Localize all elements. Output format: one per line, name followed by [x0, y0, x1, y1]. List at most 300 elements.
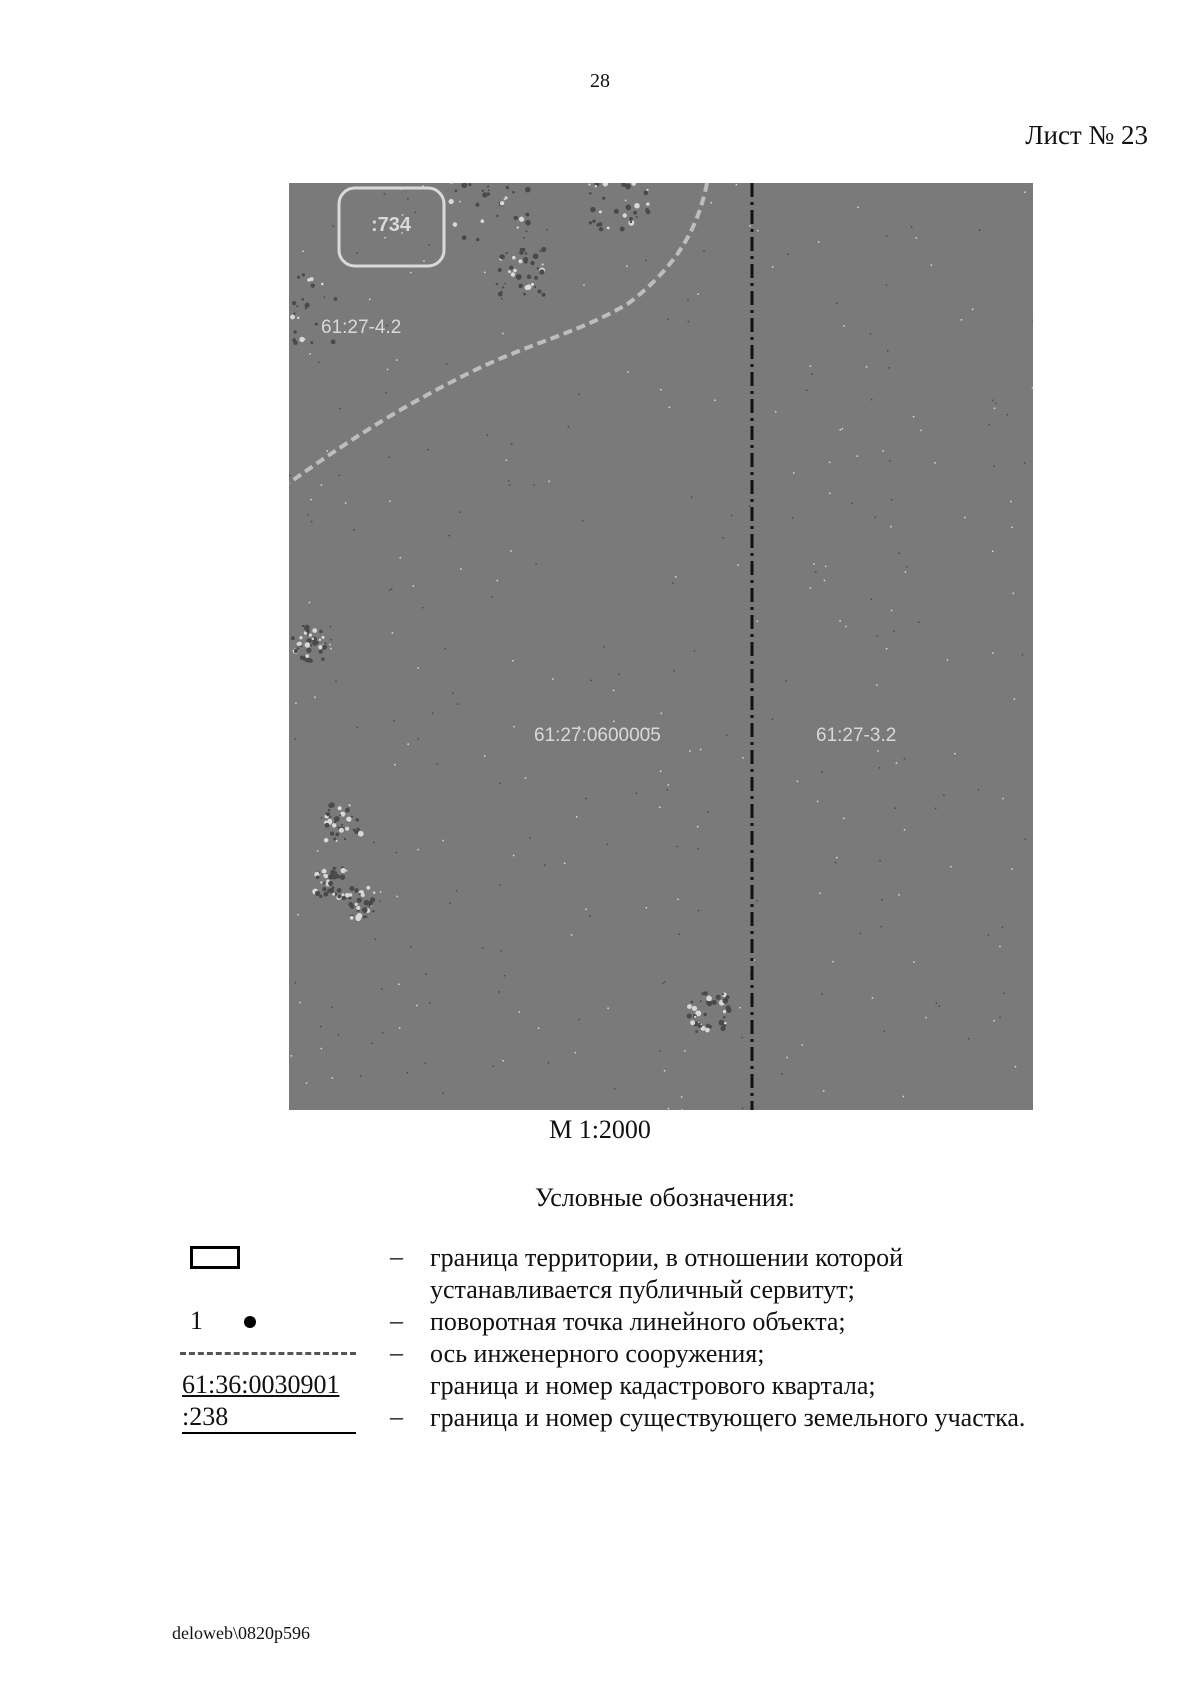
texture-speck: [326, 812, 330, 816]
texture-speck: [961, 319, 963, 321]
texture-speck: [636, 216, 638, 218]
texture-speck: [568, 426, 570, 428]
texture-speck: [825, 566, 827, 568]
texture-speck: [877, 750, 879, 752]
texture-speck: [772, 719, 774, 721]
texture-speck: [916, 237, 918, 239]
texture-speck: [356, 913, 362, 919]
legend-text: [430, 1242, 1130, 1306]
texture-speck: [357, 898, 361, 902]
texture-speck: [491, 596, 493, 598]
texture-speck: [308, 658, 313, 663]
texture-speck: [355, 818, 359, 822]
texture-speck: [353, 829, 356, 832]
texture-speck: [578, 1019, 580, 1021]
texture-speck: [330, 626, 332, 628]
texture-speck: [339, 828, 344, 833]
texture-speck: [536, 267, 538, 269]
page-number: 28: [590, 70, 610, 92]
texture-speck: [450, 902, 452, 904]
texture-speck: [607, 844, 609, 846]
texture-speck: [339, 408, 341, 410]
texture-speck: [627, 371, 629, 373]
texture-speck: [396, 896, 398, 898]
texture-speck: [307, 278, 311, 282]
texture-speck: [373, 891, 375, 893]
texture-speck: [564, 863, 566, 865]
texture-speck: [707, 811, 709, 813]
texture-speck: [582, 520, 584, 522]
texture-speck: [947, 659, 949, 661]
texture-speck: [876, 635, 878, 637]
texture-speck: [499, 782, 501, 784]
texture-speck: [872, 997, 874, 999]
texture-speck: [448, 535, 450, 537]
texture-speck: [501, 298, 503, 300]
texture-speck: [993, 466, 995, 468]
texture-speck: [310, 341, 313, 344]
texture-speck: [822, 993, 824, 995]
texture-speck: [817, 801, 819, 803]
texture-speck: [321, 636, 324, 639]
texture-speck: [320, 881, 322, 883]
texture-speck: [681, 1096, 683, 1098]
texture-speck: [697, 1023, 702, 1028]
legend-dash: –: [390, 1242, 403, 1271]
texture-speck: [684, 1050, 686, 1052]
texture-speck: [546, 229, 548, 231]
texture-speck: [876, 684, 878, 686]
texture-speck: [487, 434, 489, 436]
texture-speck: [357, 727, 359, 729]
texture-speck: [618, 673, 620, 675]
texture-speck: [646, 202, 649, 205]
texture-speck: [396, 852, 398, 854]
texture-speck: [302, 250, 304, 252]
sheet-label: Лист № 23: [1025, 120, 1148, 150]
texture-speck: [843, 818, 845, 820]
legend-symbol-parcel: [180, 1402, 360, 1434]
texture-speck: [356, 827, 359, 830]
texture-speck: [318, 362, 320, 364]
texture-speck: [358, 831, 364, 837]
texture-speck: [342, 893, 345, 896]
texture-speck: [886, 235, 888, 237]
texture-speck: [691, 1001, 694, 1004]
texture-speck: [677, 846, 679, 848]
texture-speck: [1013, 593, 1015, 595]
texture-speck: [879, 860, 881, 862]
texture-speck: [950, 866, 952, 868]
texture-speck: [328, 809, 331, 812]
texture-speck: [925, 1017, 927, 1019]
texture-speck: [749, 505, 751, 507]
texture-speck: [509, 266, 513, 270]
texture-speck: [918, 622, 920, 624]
texture-speck: [310, 499, 312, 501]
texture-speck: [697, 826, 699, 828]
texture-speck: [891, 499, 893, 501]
texture-speck: [737, 564, 739, 566]
texture-speck: [302, 273, 305, 276]
texture-speck: [896, 762, 898, 764]
texture-speck: [839, 620, 841, 622]
texture-speck: [525, 220, 531, 226]
texture-speck: [356, 252, 358, 254]
texture-speck: [299, 636, 302, 639]
texture-speck: [806, 390, 808, 392]
legend-symbol-point: [180, 1306, 360, 1338]
parcel-734-label: :734: [371, 214, 412, 236]
texture-speck: [324, 642, 326, 644]
texture-speck: [590, 680, 592, 682]
texture-speck: [362, 891, 364, 893]
texture-speck: [482, 947, 484, 949]
texture-speck: [333, 838, 336, 841]
texture-speck: [521, 248, 525, 252]
texture-speck: [727, 1010, 729, 1012]
texture-speck: [305, 642, 311, 648]
texture-speck: [293, 341, 297, 345]
texture-speck: [832, 961, 834, 963]
texture-speck: [487, 192, 490, 195]
texture-speck: [687, 1014, 692, 1019]
texture-speck: [516, 274, 522, 280]
texture-speck: [599, 227, 603, 231]
texture-speck: [335, 874, 340, 879]
texture-speck: [369, 905, 371, 907]
texture-speck: [504, 199, 506, 201]
texture-speck: [306, 648, 311, 653]
texture-speck: [385, 392, 387, 394]
texture-speck: [502, 333, 504, 335]
texture-speck: [881, 926, 883, 928]
texture-speck: [531, 283, 534, 286]
texture-speck: [324, 838, 328, 842]
texture-speck: [337, 827, 339, 829]
texture-speck: [703, 250, 705, 252]
texture-speck: [667, 319, 669, 321]
texture-speck: [305, 303, 310, 308]
texture-speck: [613, 690, 615, 692]
texture-speck: [362, 916, 364, 918]
texture-speck: [332, 893, 335, 896]
texture-speck: [964, 517, 966, 519]
texture-speck: [492, 1065, 494, 1067]
texture-speck: [500, 950, 502, 952]
texture-speck: [423, 260, 425, 262]
texture-speck: [786, 680, 788, 682]
texture-speck: [793, 472, 795, 474]
texture-speck: [626, 266, 628, 268]
texture-speck: [324, 874, 328, 878]
texture-speck: [697, 293, 699, 295]
texture-speck: [1025, 839, 1027, 841]
texture-speck: [525, 285, 530, 290]
texture-speck: [906, 566, 908, 568]
texture-speck: [353, 529, 355, 531]
texture-speck: [723, 1016, 726, 1019]
texture-speck: [879, 767, 881, 769]
texture-speck: [552, 678, 554, 680]
texture-speck: [497, 580, 499, 582]
texture-speck: [427, 449, 429, 451]
texture-speck: [305, 654, 309, 658]
texture-speck: [502, 1060, 504, 1062]
texture-speck: [739, 1007, 741, 1009]
texture-speck: [488, 190, 490, 192]
texture-speck: [316, 641, 319, 644]
texture-speck: [294, 649, 298, 653]
texture-speck: [322, 887, 326, 891]
texture-speck: [332, 1077, 334, 1079]
texture-speck: [701, 1023, 703, 1024]
texture-speck: [298, 642, 302, 646]
texture-speck: [629, 217, 633, 221]
texture-speck: [742, 757, 744, 759]
map-scale: М 1:2000: [549, 1115, 651, 1144]
texture-speck: [330, 639, 332, 641]
texture-speck: [613, 721, 615, 723]
texture-speck: [979, 229, 981, 231]
texture-speck: [870, 333, 872, 335]
texture-speck: [407, 198, 409, 200]
texture-speck: [548, 1062, 550, 1064]
texture-speck: [742, 1037, 744, 1039]
texture-speck: [321, 484, 323, 486]
texture-speck: [829, 462, 831, 464]
texture-speck: [299, 337, 304, 342]
texture-speck: [585, 909, 587, 911]
texture-speck: [523, 257, 528, 262]
texture-speck: [506, 186, 509, 189]
map-image: [289, 183, 1033, 1110]
texture-speck: [330, 832, 334, 836]
texture-speck: [630, 221, 632, 223]
texture-speck: [329, 816, 331, 818]
texture-speck: [607, 227, 610, 230]
texture-speck: [703, 1013, 706, 1016]
texture-speck: [688, 321, 690, 323]
texture-speck: [460, 568, 462, 570]
texture-speck: [346, 817, 351, 822]
legend-text: граница и номер кадастрового квартала;: [430, 1371, 876, 1400]
texture-speck: [823, 1090, 825, 1092]
texture-speck: [508, 480, 510, 482]
texture-speck: [525, 777, 527, 779]
legend: [180, 1242, 1140, 1434]
texture-speck: [722, 993, 724, 995]
texture-speck: [589, 221, 592, 224]
texture-speck: [645, 260, 647, 262]
texture-speck: [496, 283, 498, 285]
texture-speck: [607, 1008, 609, 1010]
texture-speck: [575, 1052, 577, 1054]
texture-speck: [339, 814, 341, 816]
texture-speck: [511, 272, 515, 276]
texture-speck: [911, 226, 913, 228]
texture-speck: [534, 484, 536, 486]
texture-speck: [857, 455, 859, 457]
texture-speck: [775, 411, 777, 413]
texture-speck: [332, 823, 336, 827]
texture-speck: [341, 824, 343, 826]
cadastral-quarter-label: 61:27:0600005: [534, 725, 661, 746]
texture-speck: [449, 199, 454, 204]
texture-speck: [384, 237, 386, 239]
texture-speck: [542, 263, 544, 265]
texture-speck: [350, 916, 354, 920]
texture-speck: [509, 484, 511, 486]
texture-speck: [372, 910, 374, 912]
texture-speck: [857, 207, 859, 209]
texture-speck: [603, 646, 605, 648]
texture-speck: [992, 550, 994, 552]
texture-speck: [291, 1055, 293, 1057]
texture-speck: [614, 1088, 616, 1090]
texture-speck: [289, 475, 291, 477]
texture-speck: [381, 988, 383, 990]
texture-speck: [499, 254, 504, 259]
texture-speck: [687, 1004, 692, 1009]
texture-speck: [934, 462, 936, 464]
texture-speck: [311, 284, 315, 288]
texture-speck: [756, 900, 758, 902]
texture-speck: [410, 272, 412, 274]
texture-speck: [417, 849, 419, 851]
texture-speck: [425, 1062, 427, 1064]
texture-speck: [887, 350, 889, 352]
texture-speck: [399, 1027, 401, 1029]
texture-speck: [726, 735, 728, 737]
texture-speck: [296, 305, 298, 307]
texture-speck: [459, 511, 461, 512]
texture-speck: [668, 1108, 670, 1110]
texture-speck: [589, 192, 592, 195]
texture-speck: [396, 359, 398, 361]
texture-speck: [314, 696, 316, 698]
texture-speck: [337, 895, 341, 899]
texture-speck: [387, 369, 389, 371]
texture-speck: [297, 914, 299, 916]
texture-speck: [380, 891, 382, 893]
texture-speck: [749, 225, 751, 227]
texture-speck: [498, 268, 502, 272]
texture-speck: [692, 1006, 697, 1011]
texture-speck: [338, 1034, 340, 1036]
texture-speck: [330, 648, 332, 650]
texture-speck: [358, 893, 360, 895]
legend-text: поворотная точка линейного объекта;: [430, 1307, 846, 1336]
texture-speck: [988, 424, 990, 426]
texture-speck: [498, 991, 500, 993]
texture-speck: [801, 1044, 803, 1046]
texture-speck: [978, 789, 980, 791]
texture-speck: [992, 400, 994, 402]
texture-speck: [757, 621, 759, 623]
texture-speck: [316, 875, 320, 879]
legend-item-turning-point: [180, 1306, 1140, 1338]
texture-speck: [824, 580, 826, 582]
texture-speck: [312, 638, 314, 640]
texture-speck: [502, 286, 504, 288]
texture-speck: [943, 794, 945, 796]
texture-speck: [822, 772, 824, 774]
legend-dash: –: [390, 1338, 403, 1367]
legend-title: Условные обозначения:: [534, 1183, 796, 1212]
texture-speck: [664, 981, 666, 983]
texture-speck: [529, 837, 531, 839]
texture-speck: [700, 749, 702, 751]
texture-speck: [993, 1020, 995, 1022]
texture-speck: [504, 975, 506, 977]
texture-speck: [337, 888, 342, 893]
texture-speck: [634, 203, 640, 209]
texture-speck: [429, 244, 431, 246]
texture-speck: [309, 602, 311, 604]
texture-speck: [519, 217, 524, 222]
texture-speck: [1014, 698, 1016, 700]
texture-speck: [468, 183, 471, 186]
texture-speck: [362, 907, 368, 913]
texture-speck: [323, 892, 328, 897]
texture-speck: [389, 500, 391, 502]
texture-speck: [786, 1057, 788, 1059]
map-svg: [289, 183, 1033, 1110]
texture-speck: [293, 650, 295, 652]
texture-speck: [328, 888, 334, 894]
texture-speck: [614, 209, 619, 214]
texture-speck: [297, 317, 299, 319]
texture-speck: [319, 895, 322, 898]
texture-speck: [851, 503, 853, 505]
legend-text-line1: граница территории, в отношении которой: [430, 1243, 904, 1272]
legend-dash: –: [390, 1402, 403, 1431]
texture-speck: [518, 259, 522, 263]
texture-speck: [315, 323, 318, 326]
texture-speck: [349, 897, 352, 900]
texture-speck: [345, 827, 349, 831]
texture-speck: [544, 864, 546, 866]
texture-speck: [506, 459, 508, 461]
texture-speck: [425, 973, 427, 975]
texture-speck: [320, 1026, 322, 1028]
texture-speck: [349, 886, 354, 891]
texture-speck: [722, 537, 724, 539]
texture-speck: [511, 443, 513, 445]
texture-speck: [646, 210, 650, 214]
texture-speck: [452, 693, 454, 695]
texture-speck: [719, 1020, 725, 1026]
texture-speck: [548, 481, 550, 483]
texture-speck: [620, 227, 625, 232]
texture-speck: [307, 514, 309, 516]
texture-speck: [931, 264, 933, 266]
texture-speck: [935, 808, 937, 810]
point-dot-icon: [244, 1316, 256, 1328]
texture-speck: [299, 1002, 301, 1004]
texture-speck: [664, 1070, 666, 1072]
texture-speck: [705, 1028, 710, 1033]
texture-speck: [666, 789, 668, 791]
texture-speck: [810, 587, 812, 589]
texture-speck: [480, 219, 484, 223]
texture-speck: [819, 893, 821, 895]
legend-item-land-parcel: [180, 1402, 1140, 1434]
legend-symbol-cadastral: [180, 1370, 360, 1402]
texture-speck: [866, 366, 868, 368]
texture-speck: [588, 184, 590, 186]
